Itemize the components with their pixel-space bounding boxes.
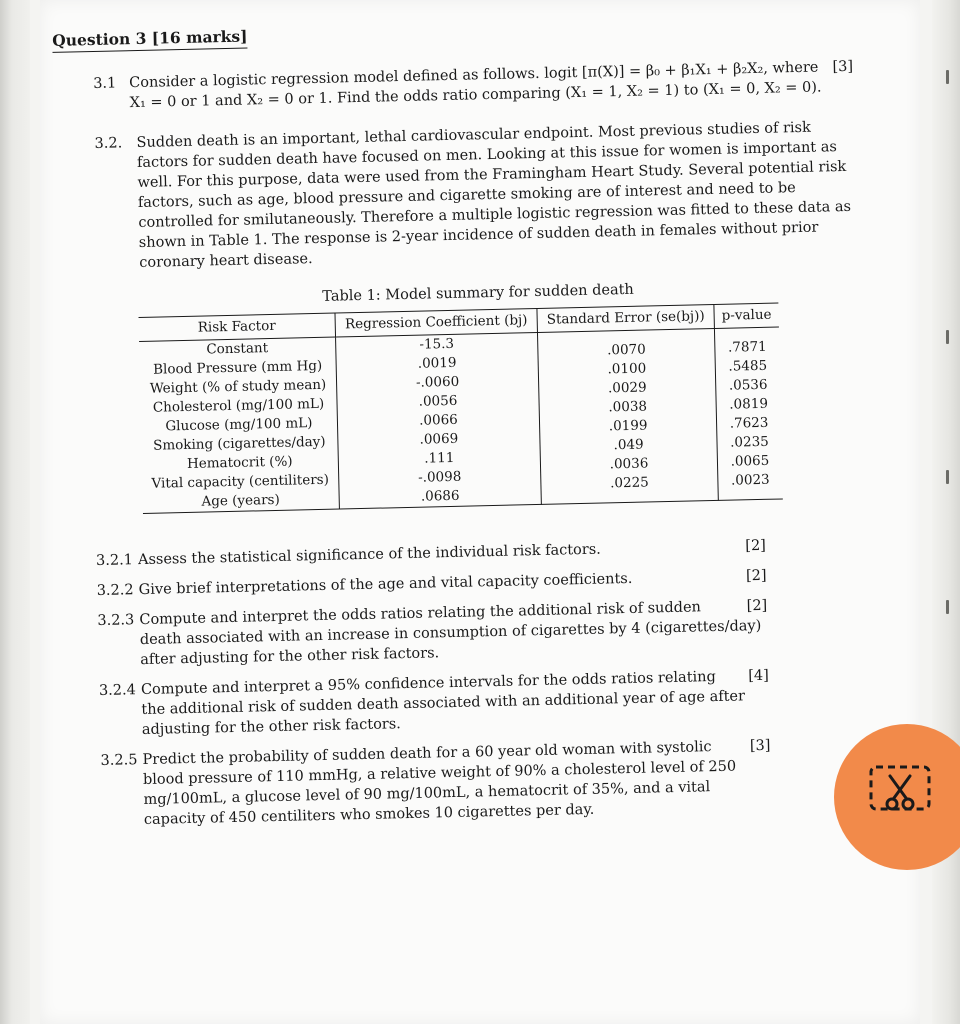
subquestion-3-2-2 <box>97 566 767 601</box>
coefficient-cell: .111 <box>424 449 455 467</box>
p-value-cell: .0023 <box>730 471 770 489</box>
subquestion-3-2-3 <box>97 596 768 671</box>
subquestion-list <box>96 536 772 831</box>
risk-factor-column <box>139 337 339 513</box>
marks-label: [2] <box>746 597 768 615</box>
subquestion-number: 3.2.5 <box>100 752 138 769</box>
coefficient-cell: .0019 <box>417 354 457 372</box>
coefficient-cell: -15.3 <box>419 335 455 353</box>
subquestion-3-2-5 <box>100 736 772 831</box>
photo-left-edge <box>0 0 30 1024</box>
p-value-column <box>714 327 782 500</box>
risk-factor-cell: Glucose (mg/100 mL) <box>165 415 313 435</box>
coefficient-cell: .0686 <box>420 487 460 505</box>
subquestion-number: 3.2.3 <box>97 612 135 630</box>
subquestion-text: Compute and interpret the odds ratios relating the additional risk of sudden death associated with an increase in consumption of cigarettes by 4 (cigarettes/day) after adjusting for the other risk factors. <box>139 599 762 669</box>
question-title: Question 3 [16 marks] <box>52 26 248 52</box>
scissors-crop-icon <box>868 764 932 820</box>
coefficient-column <box>335 332 541 509</box>
subquestion-text: Predict the probability of sudden death for a 60 year old woman with systolic blood pressure of 110 mmHg, a relative weight of 90% a cholesterol level of 250 mg/100mL, a glucose level of 90 mg/100mL, a hematocrit of 35%, and a vital capacity of 450 centiliters who smokes 10 cigarettes per day. <box>142 739 737 829</box>
marks-label: [3] <box>749 737 771 755</box>
subquestion-number: 3.2.2 <box>96 582 134 600</box>
risk-factor-cell: Weight (% of study mean) <box>149 376 327 397</box>
coefficient-cell: .0069 <box>419 430 459 448</box>
marks-label: [3] <box>832 58 854 76</box>
coefficient-cell: -.0098 <box>417 468 462 486</box>
p-value-cell: .0065 <box>730 452 770 470</box>
std-error-cell: .0036 <box>609 455 649 473</box>
subquestion-text: Assess the statistical significance of the individual risk factors. <box>137 541 601 569</box>
header-risk-factor: Risk Factor <box>139 313 336 341</box>
p-value-cell: .0536 <box>728 376 768 394</box>
header-std-error: Standard Error (se(bj)) <box>537 304 714 332</box>
p-value-cell: .7623 <box>729 414 769 432</box>
std-error-cell: .0225 <box>609 474 649 492</box>
marks-label: [2] <box>745 567 767 585</box>
std-error-cell: .0029 <box>607 379 647 397</box>
model-summary-table <box>139 302 783 513</box>
marks-label: [2] <box>745 537 767 555</box>
risk-factor-cell: Hematocrit (%) <box>186 453 293 472</box>
risk-factor-cell: Constant <box>206 340 269 358</box>
question-text: Consider a logistic regression model defined as follows. logit [π(X)] = β₀ + β₁X₁ + β₂X₂, where X₁ = 0 or 1 and X₂ = 0 or 1. Find the odds ratio comparing (X₁ = 1, X₂ = 1) to (X₁ = 0, X₂ = 0). <box>129 59 822 112</box>
p-value-cell: .5485 <box>728 357 768 375</box>
coefficient-cell: -.0060 <box>415 373 460 391</box>
question-number: 3.2. <box>94 135 123 152</box>
subquestion-text: Give brief interpretations of the age and vital capacity coefficients. <box>138 570 633 599</box>
question-number: 3.1 <box>93 75 117 92</box>
std-error-cell: .0199 <box>608 417 648 435</box>
risk-factor-cell: Age (years) <box>201 491 280 510</box>
subquestion-3-2-4 <box>99 666 770 741</box>
question-3-1 <box>93 57 854 114</box>
std-error-cell: .0070 <box>606 341 646 359</box>
std-error-cell: .049 <box>613 436 644 454</box>
question-text: Sudden death is an important, lethal cardiovascular endpoint. Most previous studies of risk factors for sudden death have focused on men. Looking at this issue for women is important as well. For this purpose, data were used from the Framingham Heart Study. Several potential risk factors, such as age, blood pressure and cigarette smoking are of interest and need to be controlled for smilutaneously. Therefore a multiple logistic regression was fitted to these data as shown in Table 1. The response is 2-year incidence of sudden death in females without prior coronary heart disease. <box>136 119 852 271</box>
photo-right-edge <box>932 0 960 1024</box>
subquestion-3-2-1 <box>96 536 766 571</box>
header-coefficient: Regression Coefficient (bj) <box>335 308 538 337</box>
std-error-cell: .0100 <box>607 360 647 378</box>
p-value-cell: .0235 <box>729 433 769 451</box>
risk-factor-cell: Blood Pressure (mm Hg) <box>152 357 323 378</box>
subquestion-number: 3.2.4 <box>98 682 137 700</box>
coefficient-cell: .0056 <box>418 392 458 410</box>
header-p-value: p-value <box>714 303 779 328</box>
subquestion-number: 3.2.1 <box>95 552 134 570</box>
coefficient-cell: .0066 <box>418 411 458 429</box>
marks-label: [4] <box>748 667 770 685</box>
question-3-2 <box>94 117 857 274</box>
std-error-cell: .0038 <box>608 398 648 416</box>
p-value-cell: .7871 <box>727 338 767 356</box>
risk-factor-cell: Smoking (cigarettes/day) <box>152 433 326 454</box>
risk-factor-cell: Vital capacity (centiliters) <box>151 471 330 492</box>
std-error-column <box>538 328 719 504</box>
table-caption: Table 1: Model summary for sudden death <box>322 281 634 305</box>
p-value-cell: .0819 <box>729 395 769 413</box>
question-sheet <box>52 13 870 831</box>
risk-factor-cell: Cholesterol (mg/100 mL) <box>152 395 325 416</box>
subquestion-text: Compute and interpret a 95% confidence intervals for the odds ratios relating the additional risk of sudden death associated with an additional year of age after adjusting for the other risk factors. <box>140 669 746 739</box>
